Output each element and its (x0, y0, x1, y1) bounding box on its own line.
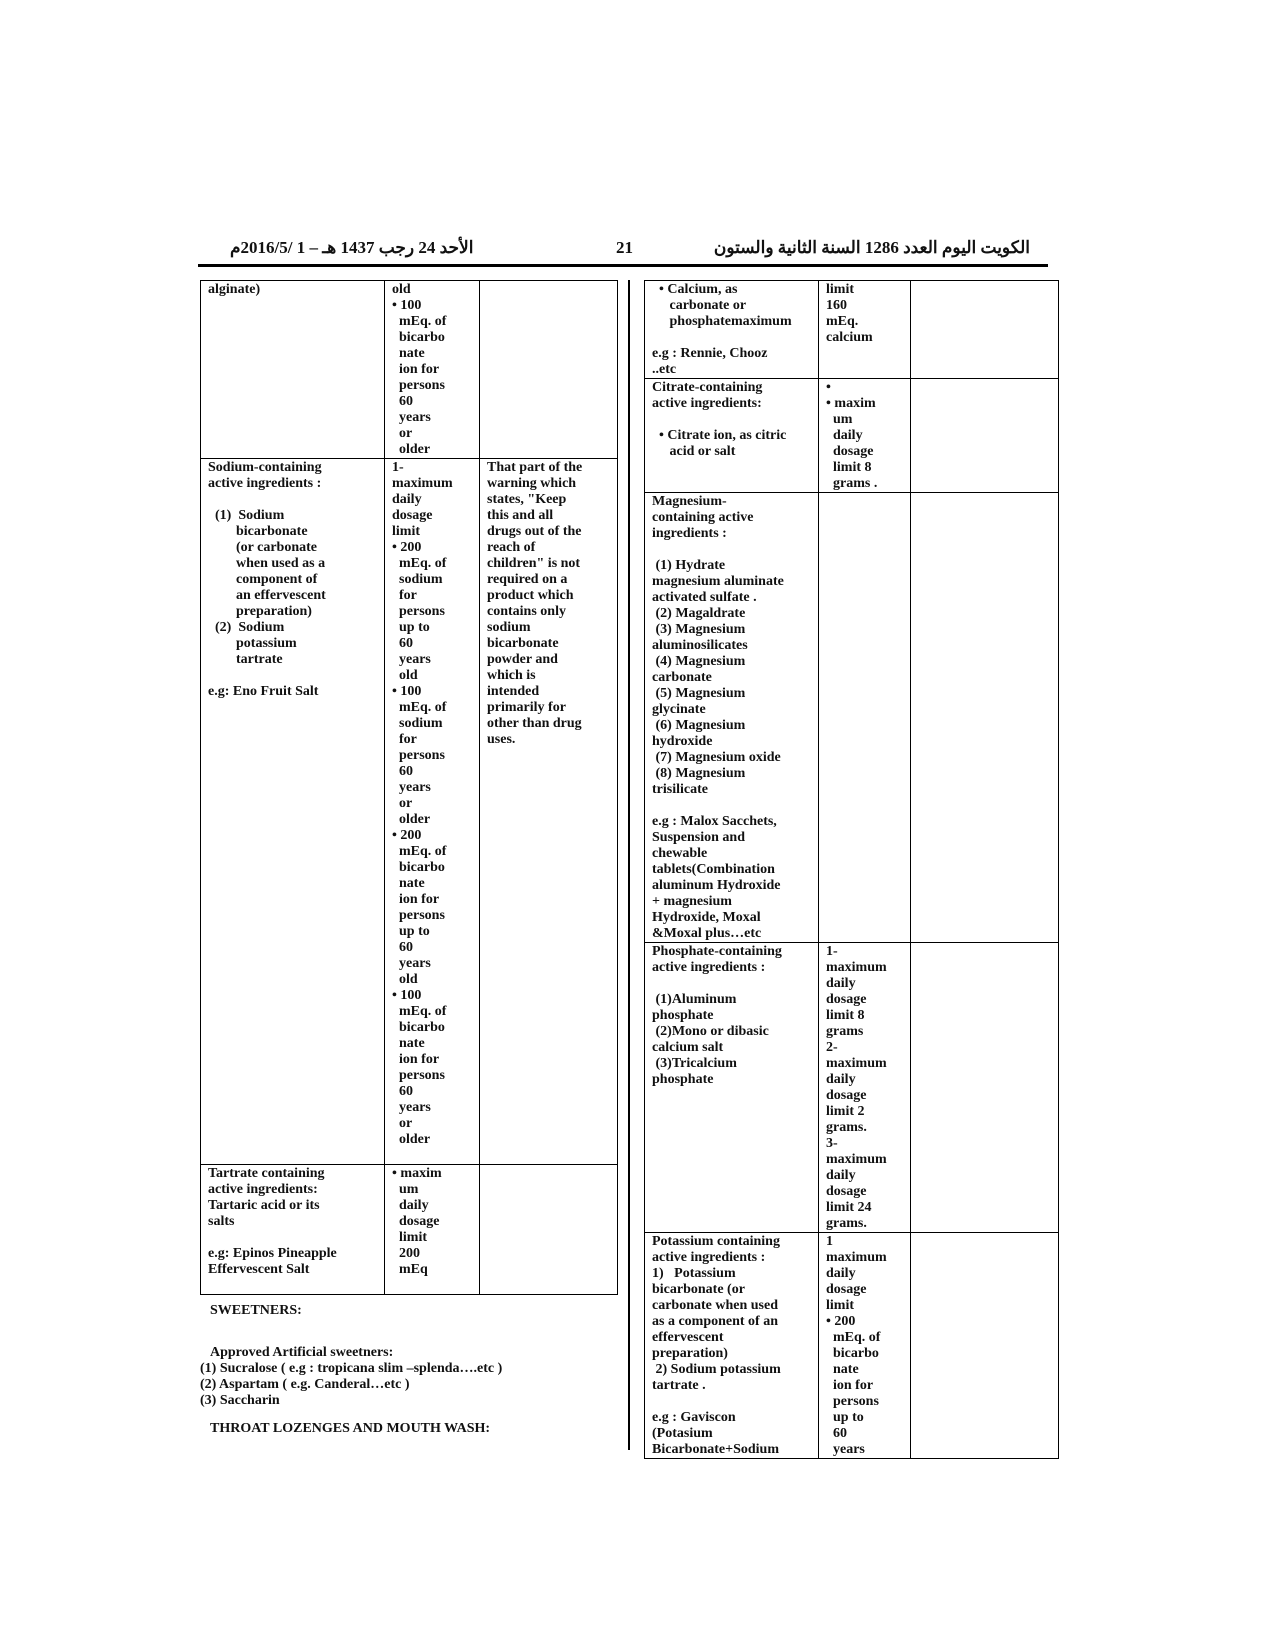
table-cell (911, 281, 1059, 379)
table-cell (819, 943, 911, 1233)
cell-text-line: 1 (826, 1234, 833, 1249)
cell-text-line: as a component of an (652, 1314, 779, 1329)
cell-text-line: (4) Magnesium (652, 654, 746, 669)
table-cell (385, 459, 480, 1165)
cell-text-line: limit (826, 282, 854, 297)
cell-text-line: years (392, 410, 431, 425)
cell-text-line: old (392, 282, 411, 297)
cell-text-line: 60 (392, 394, 413, 409)
table-cell (201, 1165, 385, 1295)
cell-text-line: (2) Magaldrate (652, 606, 746, 621)
cell-text-line: Suspension and (652, 830, 746, 845)
table-cell (480, 1165, 618, 1295)
cell-text-line: calcium (826, 330, 873, 345)
cell-text-line: • 100 (392, 298, 422, 313)
cell-text-line: • 200 (392, 828, 422, 843)
cell-text-line (208, 668, 377, 684)
table-cell (911, 493, 1059, 943)
cell-text-line: nate (392, 1036, 425, 1051)
cell-text-line: sodium (487, 620, 531, 635)
cell-text-line: bicarbonate (487, 636, 559, 651)
cell-text-line: bicarbo (826, 1346, 879, 1361)
cell-text-line: 2) Sodium potassium (652, 1362, 781, 1377)
table-cell (911, 379, 1059, 493)
cell-text-line: daily (826, 428, 863, 443)
approved-heading: Approved Artificial sweetners: (210, 1345, 394, 1360)
cell-text-line: active ingredients : (652, 960, 766, 975)
cell-text-line: mEq. of (392, 844, 447, 859)
cell-text-line: powder and (487, 652, 558, 667)
cell-text-line (652, 976, 811, 992)
cell-text-line: or (392, 1116, 413, 1131)
cell-text-line: required on a (487, 572, 568, 587)
cell-text-line: persons (392, 908, 445, 923)
cell-text-line: for (392, 588, 417, 603)
table-cell (819, 281, 911, 379)
cell-text-line: persons (826, 1394, 879, 1409)
cell-text-line: 1- (826, 944, 838, 959)
cell-text-line: daily (826, 1072, 856, 1087)
cell-text-line: 160 (826, 298, 847, 313)
cell-text-line: • maxim (826, 396, 876, 411)
cell-text-line: tartrate (208, 652, 283, 667)
cell-text-line: daily (826, 1168, 856, 1183)
cell-text-line: nate (392, 346, 425, 361)
table-cell (645, 379, 819, 493)
cell-text-line: Magnesium- (652, 494, 727, 509)
cell-text-line: or (392, 796, 413, 811)
cell-text-line: this and all (487, 508, 554, 523)
cell-text-line: product which (487, 588, 574, 603)
cell-text-line: years (392, 652, 431, 667)
cell-text-line: aluminosilicates (652, 638, 748, 653)
cell-text-line: maximum (826, 1250, 887, 1265)
cell-text-line: mEq. of (392, 314, 447, 329)
cell-text-line: bicarbo (392, 1020, 445, 1035)
cell-text-line: dosage (392, 508, 433, 523)
table-row (201, 1165, 618, 1295)
cell-text-line: children" is not (487, 556, 581, 571)
cell-text-line: ..etc (652, 362, 677, 377)
cell-text-line: or (392, 426, 413, 441)
cell-text-line: sodium (392, 572, 443, 587)
cell-text-line: years (392, 956, 431, 971)
cell-text-line: limit (392, 1230, 427, 1245)
cell-text-line: e.g : Gaviscon (652, 1410, 736, 1425)
cell-text-line: • maxim (392, 1166, 442, 1181)
throat-heading: THROAT LOZENGES AND MOUTH WASH: (210, 1421, 491, 1436)
cell-text-line: • Calcium, as (652, 282, 738, 297)
cell-text-line: magnesium aluminate (652, 574, 784, 589)
cell-text-line: active ingredients: (652, 396, 762, 411)
cell-text-line: chewable (652, 846, 708, 861)
cell-text-line: um (392, 1182, 419, 1197)
cell-text-line: carbonate when used (652, 1298, 779, 1313)
cell-text-line: (1) Sodium (208, 508, 285, 523)
cell-text-line: primarily for (487, 700, 566, 715)
left-table (200, 280, 618, 1295)
cell-text-line: tartrate . (652, 1378, 706, 1393)
cell-text-line: (6) Magnesium (652, 718, 746, 733)
cell-text-line: other than drug (487, 716, 582, 731)
cell-text-line: grams. (826, 1120, 867, 1135)
cell-text-line: glycinate (652, 702, 706, 717)
cell-text-line: calcium salt (652, 1040, 724, 1055)
cell-text-line: (1)Aluminum (652, 992, 737, 1007)
cell-text-line: 3- (826, 1136, 838, 1151)
cell-text-line: nate (826, 1362, 859, 1377)
cell-text-line: containing active (652, 510, 754, 525)
sweeteners-list (200, 1361, 502, 1409)
cell-text-line: limit (392, 524, 420, 539)
cell-text-line: sodium (392, 716, 443, 731)
table-cell (480, 281, 618, 459)
cell-text-line: • (826, 380, 831, 395)
cell-text-line: limit 24 (826, 1200, 872, 1215)
list-item: (2) Aspartam ( e.g. Canderal…etc ) (200, 1377, 410, 1392)
cell-text-line: grams (826, 1024, 864, 1039)
cell-text-line: older (392, 812, 431, 827)
cell-text-line: contains only (487, 604, 566, 619)
cell-text-line: mEq. (826, 314, 859, 329)
cell-text-line: hydroxide (652, 734, 713, 749)
cell-text-line: (8) Magnesium (652, 766, 746, 781)
cell-text-line: old (392, 668, 418, 683)
cell-text-line: active ingredients : (652, 1250, 766, 1265)
table-cell (911, 1233, 1059, 1459)
cell-text-line (652, 1394, 811, 1410)
table-cell (385, 1165, 480, 1295)
cell-text-line: That part of the (487, 460, 583, 475)
cell-text-line: + magnesium (652, 894, 732, 909)
cell-text-line: 60 (392, 1084, 413, 1099)
cell-text-line: phosphatemaximum (652, 314, 792, 329)
cell-text-line: 1) Potassium (652, 1266, 736, 1281)
cell-text-line: trisilicate (652, 782, 708, 797)
cell-text-line: older (392, 1132, 431, 1147)
cell-text-line: states, "Keep (487, 492, 567, 507)
cell-text-line: 60 (392, 764, 413, 779)
cell-text-line: grams . (826, 476, 878, 491)
cell-text-line: 1- (392, 460, 404, 475)
cell-text-line: salts (208, 1214, 235, 1229)
cell-text-line: up to (392, 620, 430, 635)
cell-text-line: (3) Magnesium (652, 622, 746, 637)
table-cell (385, 281, 480, 459)
cell-text-line: e.g: Eno Fruit Salt (208, 684, 319, 699)
cell-text-line: &Moxal plus…etc (652, 926, 762, 941)
cell-text-line: preparation) (652, 1346, 728, 1361)
cell-text-line: Tartrate containing (208, 1166, 325, 1181)
cell-text-line: e.g : Rennie, Chooz (652, 346, 768, 361)
cell-text-line: up to (392, 924, 430, 939)
table-cell (819, 379, 911, 493)
table-row (645, 281, 1059, 379)
cell-text-line: ion for (392, 1052, 440, 1067)
cell-text-line: e.g: Epinos Pineapple (208, 1246, 337, 1261)
cell-text-line: (7) Magnesium oxide (652, 750, 781, 765)
cell-text-line: • Citrate ion, as citric (652, 428, 787, 443)
cell-text-line: (5) Magnesium (652, 686, 746, 701)
cell-text-line: ion for (392, 362, 440, 377)
cell-text-line: um (826, 412, 853, 427)
cell-text-line: reach of (487, 540, 536, 555)
cell-text-line: 60 (392, 940, 413, 955)
cell-text-line: • 100 (392, 684, 422, 699)
cell-text-line: limit 2 (826, 1104, 865, 1119)
table-cell (645, 943, 819, 1233)
cell-text-line: • 200 (392, 540, 422, 555)
cell-text-line: • 100 (392, 988, 422, 1003)
cell-text-line: for (392, 732, 417, 747)
cell-text-line: an effervescent (208, 588, 326, 603)
table-row (645, 943, 1059, 1233)
table-cell (819, 1233, 911, 1459)
cell-text-line: effervescent (652, 1330, 724, 1345)
cell-text-line: ion for (826, 1378, 874, 1393)
cell-text-line: daily (392, 492, 422, 507)
cell-text-line: Bicarbonate+Sodium (652, 1442, 779, 1457)
header-issue: الكويت اليوم العدد 1286 السنة الثانية والستون (713, 238, 1030, 257)
cell-text-line: activated sulfate . (652, 590, 757, 605)
cell-text-line (652, 412, 811, 428)
cell-text-line: alginate) (208, 282, 261, 297)
cell-text-line: potassium (208, 636, 297, 651)
cell-text-line: maximum (826, 960, 887, 975)
cell-text-line: older (392, 442, 431, 457)
cell-text-line: active ingredients: (208, 1182, 318, 1197)
table-row (645, 379, 1059, 493)
cell-text-line: 200 (392, 1246, 420, 1261)
cell-text-line: maximum (826, 1056, 887, 1071)
cell-text-line: which is (487, 668, 536, 683)
cell-text-line: mEq. of (826, 1330, 881, 1345)
cell-text-line: phosphate (652, 1008, 714, 1023)
cell-text-line: tablets(Combination (652, 862, 775, 877)
table-row (201, 281, 618, 459)
column-divider (628, 280, 630, 1450)
cell-text-line: daily (392, 1198, 429, 1213)
table-cell (645, 493, 819, 943)
table-row (201, 459, 618, 1165)
cell-text-line: 60 (392, 636, 413, 651)
sweetners-heading: SWEETNERS: (210, 1303, 302, 1318)
cell-text-line: bicarbo (392, 330, 445, 345)
header-date: الأحد 24 رجب 1437 هـ – 1 /2016/5م (230, 238, 474, 257)
cell-text-line: phosphate (652, 1072, 714, 1087)
table-row (645, 1233, 1059, 1459)
cell-text-line: intended (487, 684, 540, 699)
cell-text-line: persons (392, 1068, 445, 1083)
cell-text-line: carbonate or (652, 298, 747, 313)
table-cell (201, 459, 385, 1165)
cell-text-line: Citrate-containing (652, 380, 763, 395)
cell-text-line (208, 1230, 377, 1246)
cell-text-line: maximum (826, 1152, 887, 1167)
cell-text-line: (3)Tricalcium (652, 1056, 737, 1071)
cell-text-line: years (392, 780, 431, 795)
cell-text-line: years (826, 1442, 865, 1457)
cell-text-line: daily (826, 976, 856, 991)
cell-text-line: grams. (826, 1216, 867, 1231)
cell-text-line: mEq. of (392, 700, 447, 715)
page-number: 21 (616, 238, 633, 257)
cell-text-line: ion for (392, 892, 440, 907)
table-cell (480, 459, 618, 1165)
cell-text-line: e.g : Malox Sacchets, (652, 814, 777, 829)
cell-text-line: mEq (392, 1262, 428, 1277)
cell-text-line: dosage (826, 1282, 867, 1297)
table-cell (911, 943, 1059, 1233)
cell-text-line: bicarbonate (or (652, 1282, 745, 1297)
table-cell (645, 281, 819, 379)
table-row (645, 493, 1059, 943)
cell-text-line: (1) Hydrate (652, 558, 726, 573)
cell-text-line: bicarbonate (208, 524, 308, 539)
cell-text-line: mEq. of (392, 556, 447, 571)
cell-text-line: 60 (826, 1426, 847, 1441)
table-cell (645, 1233, 819, 1459)
cell-text-line: Phosphate-containing (652, 944, 782, 959)
cell-text-line: acid or salt (652, 444, 736, 459)
list-item: (1) Sucralose ( e.g : tropicana slim –splenda….etc ) (200, 1361, 503, 1376)
cell-text-line: nate (392, 876, 425, 891)
cell-text-line: aluminum Hydroxide (652, 878, 781, 893)
cell-text-line: maximum (392, 476, 453, 491)
cell-text-line: ingredients : (652, 526, 727, 541)
cell-text-line: carbonate (652, 670, 712, 685)
cell-text-line: (2) Sodium (208, 620, 285, 635)
cell-text-line: dosage (826, 1184, 867, 1199)
cell-text-line: uses. (487, 732, 516, 747)
cell-text-line (652, 798, 811, 814)
cell-text-line: Hydroxide, Moxal (652, 910, 761, 925)
cell-text-line: persons (392, 378, 445, 393)
cell-text-line: persons (392, 748, 445, 763)
cell-text-line: preparation) (208, 604, 312, 619)
cell-text-line: bicarbo (392, 860, 445, 875)
cell-text-line: years (392, 1100, 431, 1115)
cell-text-line (208, 492, 377, 508)
cell-text-line: Tartaric acid or its (208, 1198, 320, 1213)
cell-text-line: limit 8 (826, 1008, 865, 1023)
cell-text-line: old (392, 972, 418, 987)
cell-text-line: active ingredients : (208, 476, 322, 491)
table-cell (201, 281, 385, 459)
cell-text-line: Sodium-containing (208, 460, 322, 475)
cell-text-line: limit 8 (826, 460, 872, 475)
cell-text-line: Effervescent Salt (208, 1262, 310, 1277)
cell-text-line: component of (208, 572, 318, 587)
header-rule (198, 264, 1048, 267)
cell-text-line: persons (392, 604, 445, 619)
cell-text-line: dosage (826, 1088, 867, 1103)
cell-text-line: dosage (826, 992, 867, 1007)
list-item: (3) Saccharin (200, 1393, 280, 1408)
cell-text-line: Potassium containing (652, 1234, 780, 1249)
cell-text-line: limit (826, 1298, 854, 1313)
cell-text-line: 2- (826, 1040, 838, 1055)
cell-text-line: dosage (392, 1214, 440, 1229)
table-cell (819, 493, 911, 943)
right-table (644, 280, 1059, 1459)
cell-text-line: drugs out of the (487, 524, 582, 539)
cell-text-line: (2)Mono or dibasic (652, 1024, 769, 1039)
cell-text-line: • 200 (826, 1314, 856, 1329)
cell-text-line: mEq. of (392, 1004, 447, 1019)
cell-text-line: (or carbonate (208, 540, 317, 555)
cell-text-line: up to (826, 1410, 864, 1425)
cell-text-line: warning which (487, 476, 577, 491)
cell-text-line: (Potasium (652, 1426, 713, 1441)
cell-text-line: dosage (826, 444, 874, 459)
cell-text-line (652, 330, 811, 346)
cell-text-line: daily (826, 1266, 856, 1281)
cell-text-line: when used as a (208, 556, 326, 571)
cell-text-line (652, 542, 811, 558)
